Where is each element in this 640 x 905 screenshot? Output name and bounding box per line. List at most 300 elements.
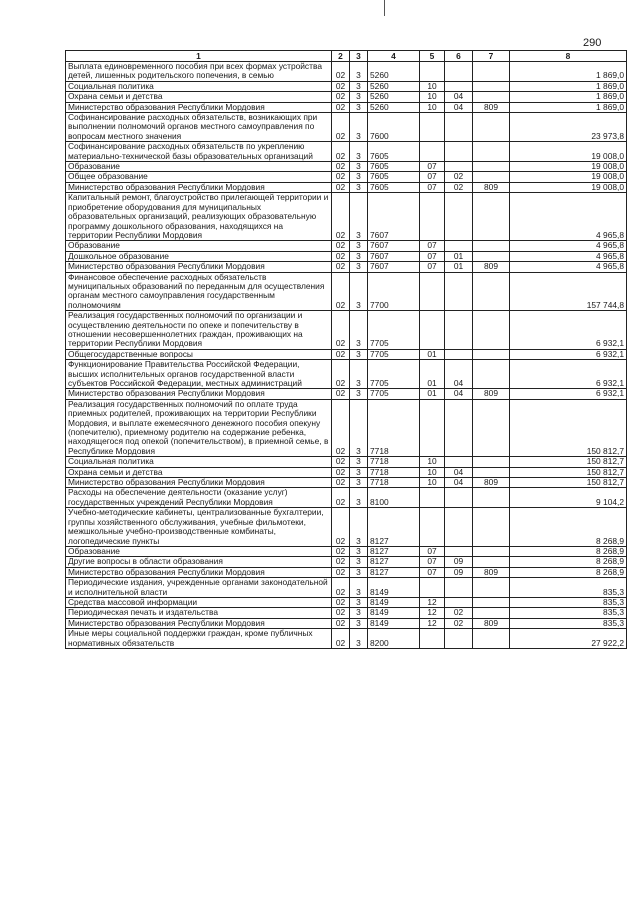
cell-article: 8100 bbox=[368, 488, 420, 508]
row-name: Общее образование bbox=[66, 172, 332, 182]
cell-code: 3 bbox=[350, 508, 368, 547]
cell-amount: 4 965,8 bbox=[510, 241, 627, 251]
cell-agency bbox=[473, 241, 510, 251]
table-row bbox=[66, 399, 627, 456]
table-row bbox=[66, 102, 627, 112]
row-name: Социальная политика bbox=[66, 81, 332, 91]
row-name: Расходы на обеспечение деятельности (оказание услуг) государственных учреждений Республики Мордовия bbox=[66, 488, 332, 508]
cell-section bbox=[420, 629, 445, 649]
table-row bbox=[66, 62, 627, 82]
cell-subsection: 04 bbox=[445, 102, 473, 112]
row-name: Министерство образования Республики Мордовия bbox=[66, 389, 332, 399]
cell-agency bbox=[473, 360, 510, 389]
cell-subsection: 04 bbox=[445, 467, 473, 477]
row-name: Средства массовой информации bbox=[66, 597, 332, 607]
cell-article: 5260 bbox=[368, 92, 420, 102]
cell-agency bbox=[473, 193, 510, 241]
cell-code: 3 bbox=[350, 142, 368, 162]
table-row bbox=[66, 311, 627, 350]
cell-code: 02 bbox=[332, 193, 350, 241]
cell-agency bbox=[473, 629, 510, 649]
cell-article: 7607 bbox=[368, 193, 420, 241]
row-name: Министерство образования Республики Мордовия bbox=[66, 478, 332, 488]
cell-code: 02 bbox=[332, 241, 350, 251]
cell-subsection bbox=[445, 241, 473, 251]
cell-agency bbox=[473, 311, 510, 350]
cell-section: 10 bbox=[420, 467, 445, 477]
cell-section: 07 bbox=[420, 567, 445, 577]
cell-section: 10 bbox=[420, 457, 445, 467]
row-name: Капитальный ремонт, благоустройство прилегающей территории и приобретение оборудования для муниципальных образовательных организаций, реализующих образовательную программу дошкольного образования, находящихся на территории Республики Мордовия bbox=[66, 193, 332, 241]
cell-subsection: 02 bbox=[445, 608, 473, 618]
cell-article: 7718 bbox=[368, 478, 420, 488]
cell-amount: 19 008,0 bbox=[510, 182, 627, 192]
column-header: 1 bbox=[66, 51, 332, 62]
cell-agency bbox=[473, 578, 510, 598]
row-name: Учебно-методические кабинеты, централизованные бухгалтерии, группы хозяйственного обслуживания, учебные фильмотеки, межшкольные учебно-производственные комбинаты, логопедические пункты bbox=[66, 508, 332, 547]
cell-article: 7607 bbox=[368, 251, 420, 261]
cell-agency bbox=[473, 172, 510, 182]
cell-code: 02 bbox=[332, 162, 350, 172]
cell-article: 7605 bbox=[368, 172, 420, 182]
cell-subsection bbox=[445, 629, 473, 649]
column-header: 5 bbox=[420, 51, 445, 62]
cell-code: 3 bbox=[350, 597, 368, 607]
row-name: Реализация государственных полномочий по организации и осуществлению деятельности по опеке и попечительству в отношении несовершеннолетних граждан, проживающих на территории Республики Мордовия bbox=[66, 311, 332, 350]
cell-section: 07 bbox=[420, 162, 445, 172]
cell-amount: 150 812,7 bbox=[510, 399, 627, 456]
cell-code: 3 bbox=[350, 182, 368, 192]
table-row bbox=[66, 567, 627, 577]
cell-article: 8149 bbox=[368, 597, 420, 607]
cell-code: 02 bbox=[332, 478, 350, 488]
cell-subsection: 09 bbox=[445, 567, 473, 577]
cell-amount: 19 008,0 bbox=[510, 162, 627, 172]
cell-amount: 19 008,0 bbox=[510, 142, 627, 162]
cell-section bbox=[420, 578, 445, 598]
cell-code: 3 bbox=[350, 193, 368, 241]
cell-code: 3 bbox=[350, 102, 368, 112]
table-row bbox=[66, 597, 627, 607]
cell-agency: 809 bbox=[473, 262, 510, 272]
cell-article: 7607 bbox=[368, 262, 420, 272]
cell-code: 3 bbox=[350, 262, 368, 272]
cell-article: 7607 bbox=[368, 241, 420, 251]
cell-code: 02 bbox=[332, 311, 350, 350]
cell-article: 8127 bbox=[368, 508, 420, 547]
cell-subsection bbox=[445, 113, 473, 142]
cell-agency bbox=[473, 557, 510, 567]
cell-section: 10 bbox=[420, 92, 445, 102]
table-row bbox=[66, 578, 627, 598]
cell-subsection bbox=[445, 399, 473, 456]
cell-article: 8127 bbox=[368, 557, 420, 567]
cell-amount: 835,3 bbox=[510, 618, 627, 628]
cell-article: 7718 bbox=[368, 399, 420, 456]
cell-amount: 835,3 bbox=[510, 597, 627, 607]
cell-agency bbox=[473, 81, 510, 91]
cell-agency bbox=[473, 608, 510, 618]
cell-code: 02 bbox=[332, 567, 350, 577]
cell-section bbox=[420, 113, 445, 142]
cell-code: 3 bbox=[350, 172, 368, 182]
cell-subsection bbox=[445, 508, 473, 547]
table-row bbox=[66, 546, 627, 556]
cell-code: 3 bbox=[350, 399, 368, 456]
cell-article: 7605 bbox=[368, 162, 420, 172]
cell-code: 02 bbox=[332, 508, 350, 547]
cell-code: 02 bbox=[332, 113, 350, 142]
cell-subsection: 09 bbox=[445, 557, 473, 567]
cell-code: 02 bbox=[332, 62, 350, 82]
cell-code: 3 bbox=[350, 272, 368, 311]
cell-section: 01 bbox=[420, 349, 445, 359]
cell-code: 02 bbox=[332, 360, 350, 389]
table-row bbox=[66, 142, 627, 162]
cell-code: 3 bbox=[350, 241, 368, 251]
cell-article: 5260 bbox=[368, 102, 420, 112]
cell-agency bbox=[473, 488, 510, 508]
cell-amount: 150 812,7 bbox=[510, 478, 627, 488]
row-name: Министерство образования Республики Мордовия bbox=[66, 618, 332, 628]
cell-code: 3 bbox=[350, 81, 368, 91]
cell-section: 01 bbox=[420, 389, 445, 399]
cell-code: 02 bbox=[332, 618, 350, 628]
cell-section bbox=[420, 399, 445, 456]
row-name: Периодическая печать и издательства bbox=[66, 608, 332, 618]
row-name: Образование bbox=[66, 241, 332, 251]
row-name: Функционирование Правительства Российской Федерации, высших исполнительных органов государственной власти субъектов Российской Федерации, местных администраций bbox=[66, 360, 332, 389]
table-row bbox=[66, 488, 627, 508]
table-row bbox=[66, 389, 627, 399]
cell-agency bbox=[473, 467, 510, 477]
cell-amount: 8 268,9 bbox=[510, 508, 627, 547]
cell-subsection bbox=[445, 311, 473, 350]
cell-code: 02 bbox=[332, 142, 350, 162]
cell-amount: 835,3 bbox=[510, 578, 627, 598]
table-row bbox=[66, 241, 627, 251]
cell-section bbox=[420, 488, 445, 508]
row-name: Образование bbox=[66, 162, 332, 172]
cell-subsection bbox=[445, 546, 473, 556]
cell-article: 7705 bbox=[368, 389, 420, 399]
cell-amount: 4 965,8 bbox=[510, 251, 627, 261]
cell-amount: 6 932,1 bbox=[510, 349, 627, 359]
cell-amount: 6 932,1 bbox=[510, 360, 627, 389]
cell-subsection: 04 bbox=[445, 92, 473, 102]
cell-agency: 809 bbox=[473, 102, 510, 112]
cell-code: 02 bbox=[332, 629, 350, 649]
cell-subsection: 02 bbox=[445, 182, 473, 192]
cell-section: 07 bbox=[420, 546, 445, 556]
column-header: 3 bbox=[350, 51, 368, 62]
row-name: Периодические издания, учрежденные органами законодательной и исполнительной власти bbox=[66, 578, 332, 598]
cell-amount: 6 932,1 bbox=[510, 389, 627, 399]
cell-amount: 1 869,0 bbox=[510, 92, 627, 102]
row-name: Дошкольное образование bbox=[66, 251, 332, 261]
cell-article: 8149 bbox=[368, 578, 420, 598]
row-name: Софинансирование расходных обязательств, возникающих при выполнении полномочий органов местного самоуправления по вопросам местного значения bbox=[66, 113, 332, 142]
cell-subsection bbox=[445, 193, 473, 241]
column-header: 7 bbox=[473, 51, 510, 62]
column-header: 8 bbox=[510, 51, 627, 62]
cell-code: 3 bbox=[350, 92, 368, 102]
cell-agency: 809 bbox=[473, 182, 510, 192]
table-row bbox=[66, 478, 627, 488]
cell-section bbox=[420, 508, 445, 547]
cell-article: 8127 bbox=[368, 567, 420, 577]
row-name: Общегосударственные вопросы bbox=[66, 349, 332, 359]
cell-article: 5260 bbox=[368, 62, 420, 82]
cell-code: 02 bbox=[332, 389, 350, 399]
cell-amount: 835,3 bbox=[510, 608, 627, 618]
cell-amount: 157 744,8 bbox=[510, 272, 627, 311]
cell-section: 07 bbox=[420, 182, 445, 192]
cell-agency bbox=[473, 457, 510, 467]
cell-subsection bbox=[445, 457, 473, 467]
cell-amount: 1 869,0 bbox=[510, 62, 627, 82]
row-name: Другие вопросы в области образования bbox=[66, 557, 332, 567]
cell-agency: 809 bbox=[473, 389, 510, 399]
table-row bbox=[66, 251, 627, 261]
cell-subsection: 04 bbox=[445, 360, 473, 389]
row-name: Охрана семьи и детства bbox=[66, 467, 332, 477]
cell-code: 02 bbox=[332, 349, 350, 359]
cell-agency bbox=[473, 113, 510, 142]
table-header-row bbox=[66, 51, 627, 62]
cell-code: 02 bbox=[332, 92, 350, 102]
row-name: Софинансирование расходных обязательств по укреплению материально-технической базы образовательных организаций bbox=[66, 142, 332, 162]
table-row bbox=[66, 618, 627, 628]
cell-amount: 27 922,2 bbox=[510, 629, 627, 649]
cell-amount: 1 869,0 bbox=[510, 81, 627, 91]
cell-agency bbox=[473, 251, 510, 261]
cell-code: 3 bbox=[350, 113, 368, 142]
cell-code: 3 bbox=[350, 389, 368, 399]
cell-section: 12 bbox=[420, 597, 445, 607]
binding-line bbox=[384, 0, 385, 16]
cell-section bbox=[420, 142, 445, 162]
row-name: Министерство образования Республики Мордовия bbox=[66, 182, 332, 192]
cell-code: 02 bbox=[332, 102, 350, 112]
cell-section: 07 bbox=[420, 172, 445, 182]
cell-subsection: 01 bbox=[445, 251, 473, 261]
cell-code: 3 bbox=[350, 478, 368, 488]
cell-code: 3 bbox=[350, 546, 368, 556]
cell-subsection bbox=[445, 162, 473, 172]
cell-code: 02 bbox=[332, 182, 350, 192]
cell-section bbox=[420, 62, 445, 82]
cell-section bbox=[420, 311, 445, 350]
cell-code: 3 bbox=[350, 567, 368, 577]
cell-agency bbox=[473, 597, 510, 607]
cell-subsection: 01 bbox=[445, 262, 473, 272]
cell-section: 10 bbox=[420, 102, 445, 112]
cell-amount: 9 104,2 bbox=[510, 488, 627, 508]
cell-section: 07 bbox=[420, 262, 445, 272]
cell-article: 7718 bbox=[368, 457, 420, 467]
table-row bbox=[66, 113, 627, 142]
cell-subsection bbox=[445, 488, 473, 508]
cell-amount: 150 812,7 bbox=[510, 457, 627, 467]
table-row bbox=[66, 262, 627, 272]
cell-agency bbox=[473, 142, 510, 162]
cell-article: 7605 bbox=[368, 182, 420, 192]
cell-article: 7605 bbox=[368, 142, 420, 162]
cell-code: 02 bbox=[332, 251, 350, 261]
cell-section: 10 bbox=[420, 81, 445, 91]
row-name: Социальная политика bbox=[66, 457, 332, 467]
cell-code: 3 bbox=[350, 62, 368, 82]
cell-code: 02 bbox=[332, 272, 350, 311]
row-name: Образование bbox=[66, 546, 332, 556]
table-row bbox=[66, 172, 627, 182]
table-row bbox=[66, 162, 627, 172]
table-row bbox=[66, 272, 627, 311]
cell-amount: 8 268,9 bbox=[510, 546, 627, 556]
table-row bbox=[66, 467, 627, 477]
row-name: Министерство образования Республики Мордовия bbox=[66, 567, 332, 577]
cell-article: 5260 bbox=[368, 81, 420, 91]
cell-code: 02 bbox=[332, 557, 350, 567]
cell-subsection bbox=[445, 597, 473, 607]
row-name: Выплата единовременного пособия при всех формах устройства детей, лишенных родительского попечения, в семью bbox=[66, 62, 332, 82]
cell-code: 3 bbox=[350, 311, 368, 350]
cell-section bbox=[420, 193, 445, 241]
cell-subsection bbox=[445, 142, 473, 162]
table-row bbox=[66, 508, 627, 547]
cell-code: 02 bbox=[332, 467, 350, 477]
table-row bbox=[66, 92, 627, 102]
cell-code: 02 bbox=[332, 578, 350, 598]
cell-subsection bbox=[445, 349, 473, 359]
cell-subsection: 02 bbox=[445, 618, 473, 628]
cell-code: 02 bbox=[332, 172, 350, 182]
cell-article: 8127 bbox=[368, 546, 420, 556]
cell-code: 02 bbox=[332, 546, 350, 556]
cell-article: 7705 bbox=[368, 349, 420, 359]
cell-amount: 6 932,1 bbox=[510, 311, 627, 350]
table-row bbox=[66, 81, 627, 91]
cell-section: 07 bbox=[420, 241, 445, 251]
cell-section bbox=[420, 272, 445, 311]
cell-code: 3 bbox=[350, 608, 368, 618]
cell-code: 02 bbox=[332, 457, 350, 467]
cell-section: 12 bbox=[420, 618, 445, 628]
column-header: 6 bbox=[445, 51, 473, 62]
cell-agency bbox=[473, 92, 510, 102]
row-name: Министерство образования Республики Мордовия bbox=[66, 262, 332, 272]
cell-code: 02 bbox=[332, 262, 350, 272]
cell-agency bbox=[473, 399, 510, 456]
cell-subsection: 04 bbox=[445, 389, 473, 399]
cell-subsection: 04 bbox=[445, 478, 473, 488]
cell-subsection bbox=[445, 62, 473, 82]
column-header: 2 bbox=[332, 51, 350, 62]
cell-code: 3 bbox=[350, 618, 368, 628]
cell-article: 8200 bbox=[368, 629, 420, 649]
cell-section: 12 bbox=[420, 608, 445, 618]
table-row bbox=[66, 457, 627, 467]
table-row bbox=[66, 182, 627, 192]
cell-agency bbox=[473, 546, 510, 556]
cell-code: 3 bbox=[350, 467, 368, 477]
cell-code: 3 bbox=[350, 557, 368, 567]
cell-amount: 23 973,8 bbox=[510, 113, 627, 142]
cell-amount: 150 812,7 bbox=[510, 467, 627, 477]
cell-agency bbox=[473, 162, 510, 172]
cell-subsection bbox=[445, 578, 473, 598]
cell-code: 3 bbox=[350, 488, 368, 508]
table-row bbox=[66, 360, 627, 389]
cell-amount: 8 268,9 bbox=[510, 567, 627, 577]
cell-subsection bbox=[445, 272, 473, 311]
cell-section: 07 bbox=[420, 557, 445, 567]
table-row bbox=[66, 557, 627, 567]
cell-subsection bbox=[445, 81, 473, 91]
cell-code: 3 bbox=[350, 629, 368, 649]
row-name: Реализация государственных полномочий по оплате труда приемных родителей, проживающих на территории Республики Мордовия, и выплате ежемесячного денежного пособия опекуну (попечителю), приемному родителю на содержание ребенка, находящегося под опекой (попечительством), в приемной семье, в Республике Мордовия bbox=[66, 399, 332, 456]
cell-agency bbox=[473, 272, 510, 311]
cell-amount: 4 965,8 bbox=[510, 193, 627, 241]
table-row bbox=[66, 349, 627, 359]
cell-article: 7705 bbox=[368, 360, 420, 389]
cell-amount: 1 869,0 bbox=[510, 102, 627, 112]
budget-table bbox=[65, 50, 627, 649]
cell-code: 3 bbox=[350, 251, 368, 261]
cell-agency: 809 bbox=[473, 478, 510, 488]
cell-article: 7705 bbox=[368, 311, 420, 350]
row-name: Иные меры социальной поддержки граждан, кроме публичных нормативных обязательств bbox=[66, 629, 332, 649]
cell-code: 3 bbox=[350, 578, 368, 598]
cell-agency: 809 bbox=[473, 567, 510, 577]
cell-agency bbox=[473, 508, 510, 547]
cell-article: 7700 bbox=[368, 272, 420, 311]
cell-section: 07 bbox=[420, 251, 445, 261]
cell-code: 02 bbox=[332, 488, 350, 508]
cell-agency bbox=[473, 349, 510, 359]
row-name: Министерство образования Республики Мордовия bbox=[66, 102, 332, 112]
cell-article: 8149 bbox=[368, 608, 420, 618]
cell-amount: 19 008,0 bbox=[510, 172, 627, 182]
cell-code: 02 bbox=[332, 81, 350, 91]
cell-code: 3 bbox=[350, 457, 368, 467]
cell-code: 02 bbox=[332, 597, 350, 607]
cell-code: 3 bbox=[350, 162, 368, 172]
cell-article: 7718 bbox=[368, 467, 420, 477]
cell-agency: 809 bbox=[473, 618, 510, 628]
table-body bbox=[66, 62, 627, 649]
table-row bbox=[66, 629, 627, 649]
cell-code: 02 bbox=[332, 399, 350, 456]
cell-section: 10 bbox=[420, 478, 445, 488]
cell-amount: 4 965,8 bbox=[510, 262, 627, 272]
table-row bbox=[66, 193, 627, 241]
row-name: Охрана семьи и детства bbox=[66, 92, 332, 102]
cell-article: 8149 bbox=[368, 618, 420, 628]
cell-code: 02 bbox=[332, 608, 350, 618]
cell-article: 7600 bbox=[368, 113, 420, 142]
cell-code: 3 bbox=[350, 349, 368, 359]
cell-agency bbox=[473, 62, 510, 82]
page-number: 290 bbox=[583, 37, 602, 49]
table-row bbox=[66, 608, 627, 618]
cell-amount: 8 268,9 bbox=[510, 557, 627, 567]
cell-section: 01 bbox=[420, 360, 445, 389]
cell-code: 3 bbox=[350, 360, 368, 389]
row-name: Финансовое обеспечение расходных обязательств муниципальных образований по переданным для осуществления органам местного самоуправления государственным полномочиям bbox=[66, 272, 332, 311]
column-header: 4 bbox=[368, 51, 420, 62]
